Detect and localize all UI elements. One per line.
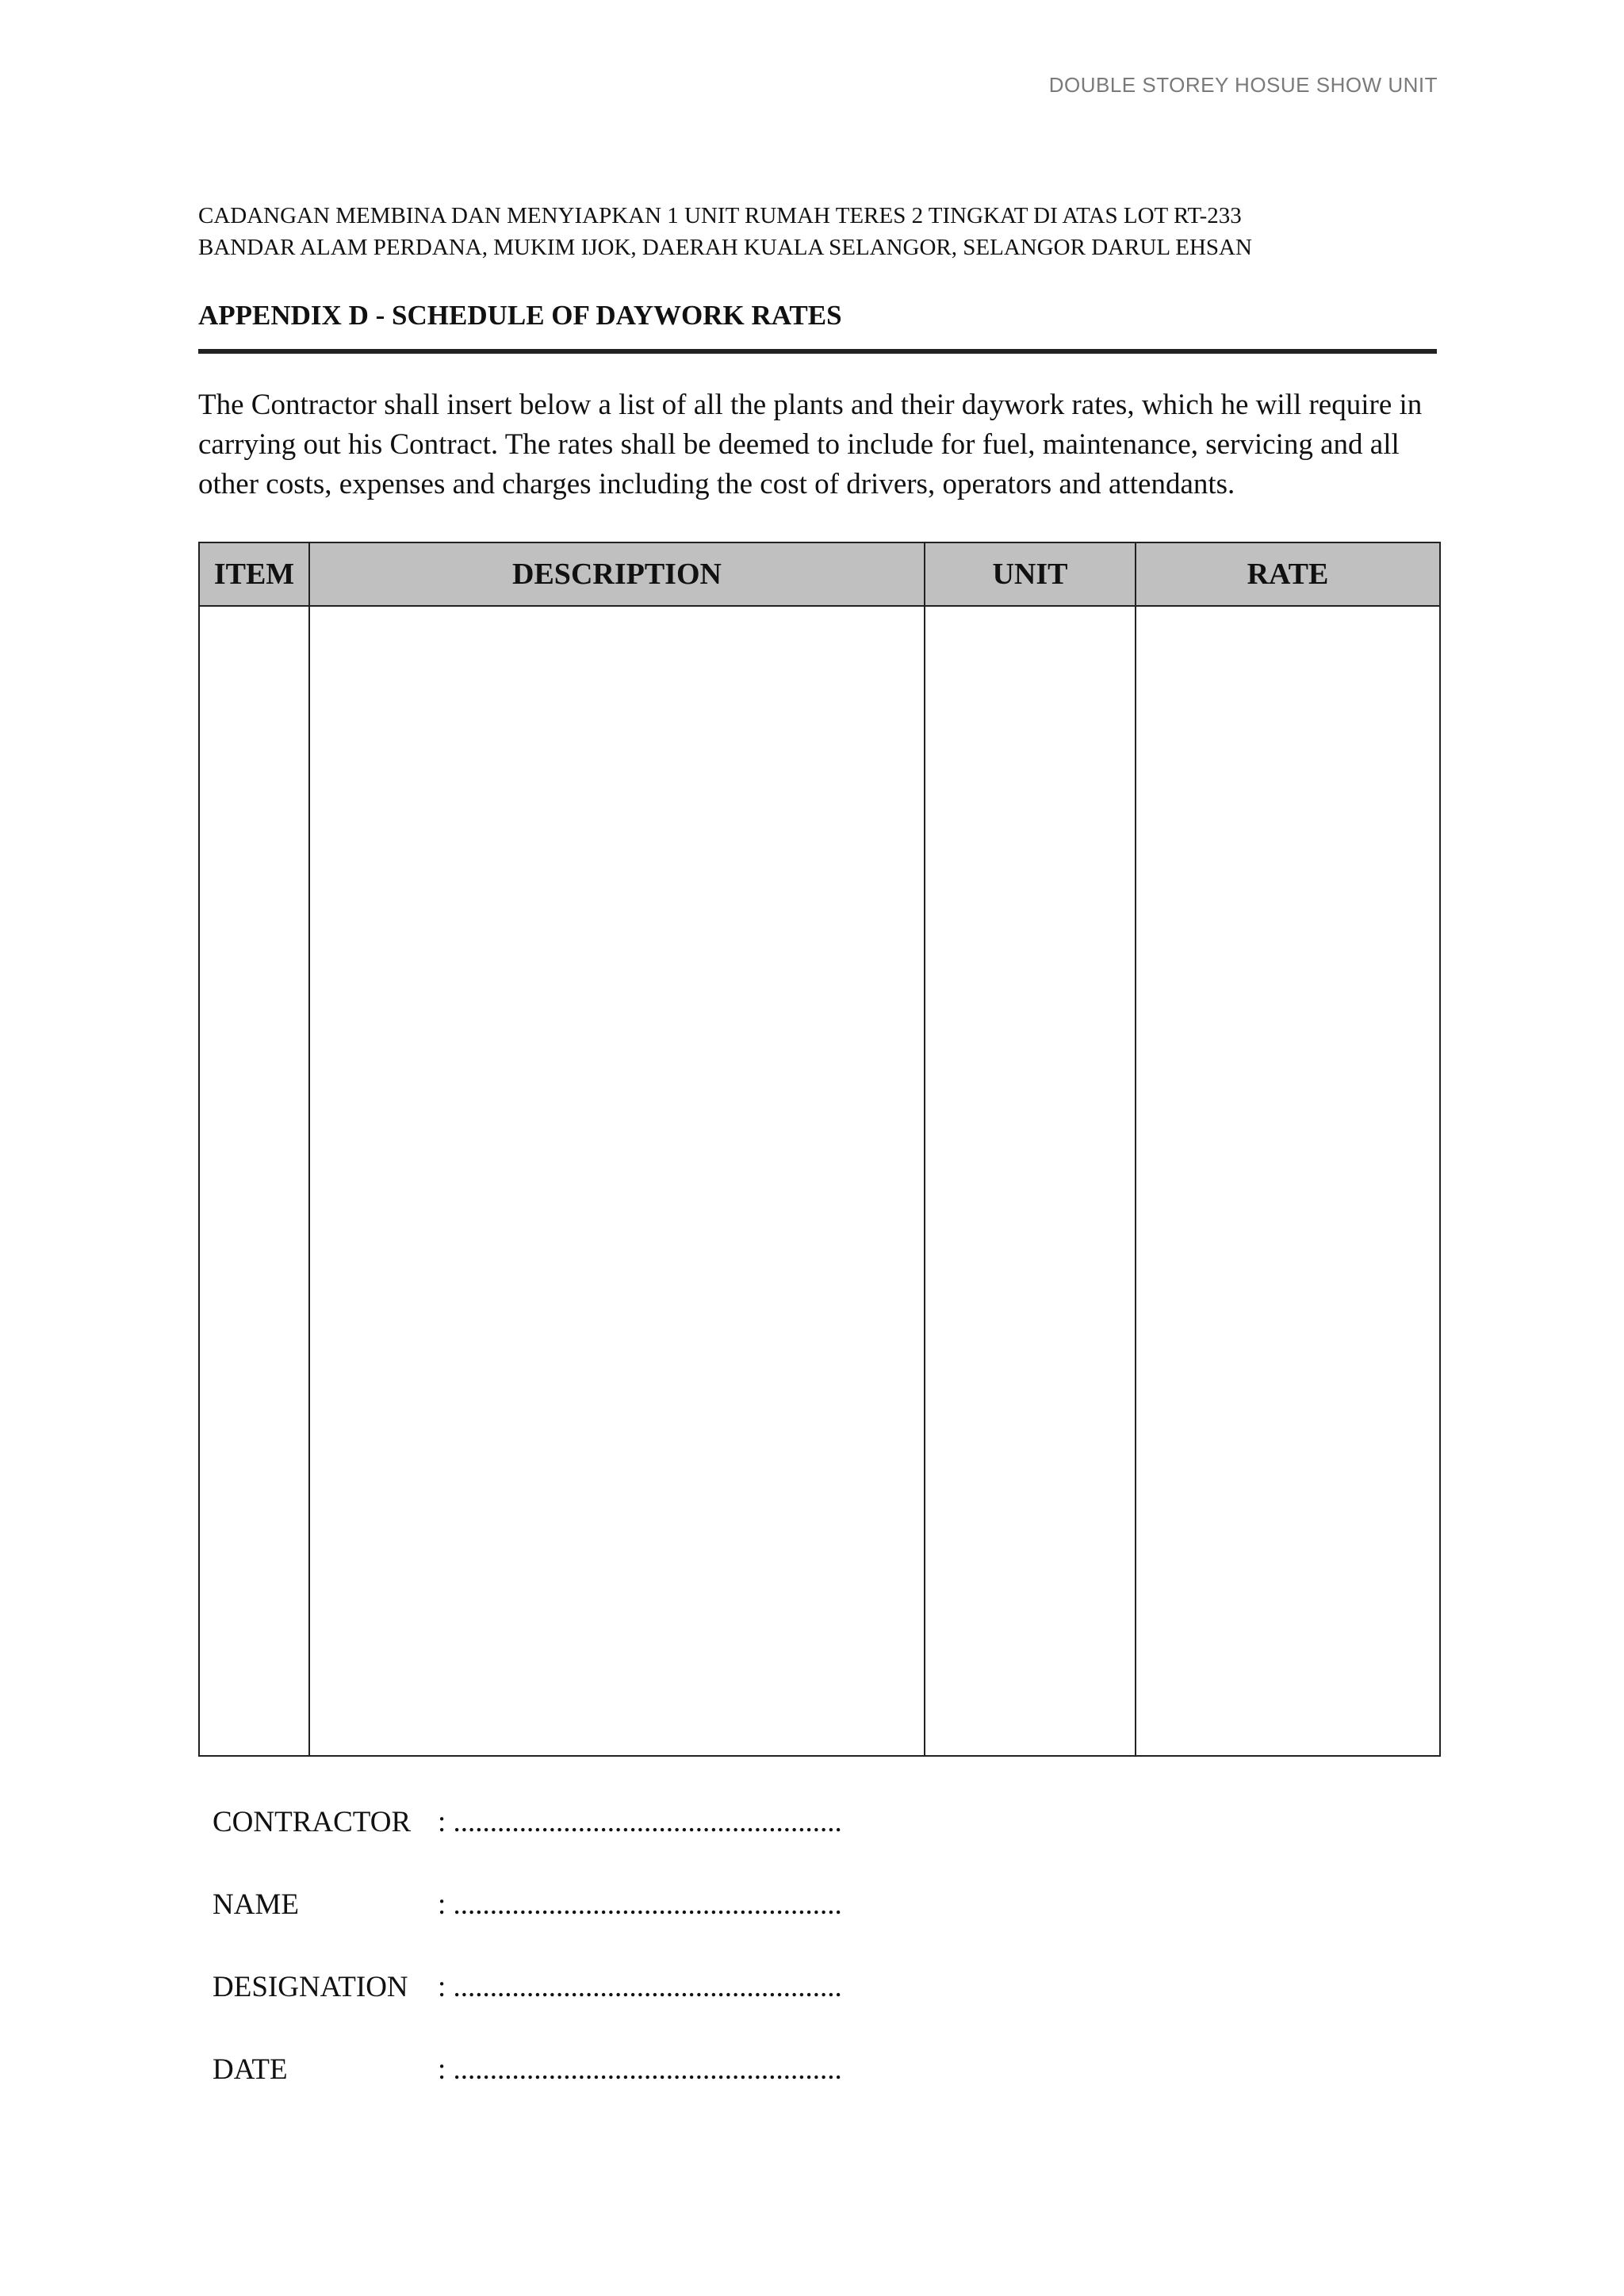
name-field[interactable]: : ..................................................... xyxy=(438,1888,842,1921)
column-header-item: ITEM xyxy=(199,542,309,606)
date-field[interactable]: : ..................................................... xyxy=(438,2053,842,2086)
column-header-unit: UNIT xyxy=(925,542,1136,606)
rate-cell[interactable] xyxy=(1136,606,1440,1756)
signature-designation-line xyxy=(213,1970,842,2004)
project-title-line-2: BANDAR ALAM PERDANA, MUKIM IJOK, DAERAH KUALA SELANGOR, SELANGOR DARUL EHSAN xyxy=(198,235,1252,260)
signature-name-line xyxy=(213,1888,842,1922)
appendix-title: APPENDIX D - SCHEDULE OF DAYWORK RATES xyxy=(198,300,842,331)
table-row xyxy=(199,606,1440,1756)
column-header-description: DESCRIPTION xyxy=(309,542,925,606)
name-label: NAME xyxy=(213,1888,299,1921)
column-header-rate: RATE xyxy=(1136,542,1440,606)
signature-contractor-line xyxy=(213,1805,842,1839)
contractor-field[interactable]: : ..................................................... xyxy=(438,1806,842,1838)
unit-cell[interactable] xyxy=(925,606,1136,1756)
title-divider xyxy=(198,349,1437,354)
signature-date-line xyxy=(213,2053,842,2087)
designation-label: DESIGNATION xyxy=(213,1971,408,2003)
daywork-rates-table xyxy=(198,542,1441,1757)
item-cell[interactable] xyxy=(199,606,309,1756)
project-title-line-1: CADANGAN MEMBINA DAN MENYIAPKAN 1 UNIT RUMAH TERES 2 TINGKAT DI ATAS LOT RT-233 xyxy=(198,203,1242,228)
description-cell[interactable] xyxy=(309,606,925,1756)
intro-paragraph: The Contractor shall insert below a list of all the plants and their daywork rates, which he will require in carrying out his Contract. The rates shall be deemed to include for fuel, maintenance, servicing and all other costs, expenses and charges including the cost of drivers, operators and attendants. xyxy=(198,389,1423,500)
project-title xyxy=(198,200,1435,263)
table-header-row xyxy=(199,542,1440,606)
contractor-label: CONTRACTOR xyxy=(213,1806,412,1838)
designation-field[interactable]: : ..................................................... xyxy=(438,1971,842,2003)
date-label: DATE xyxy=(213,2053,288,2086)
running-header: DOUBLE STOREY HOSUE SHOW UNIT xyxy=(1048,73,1438,97)
